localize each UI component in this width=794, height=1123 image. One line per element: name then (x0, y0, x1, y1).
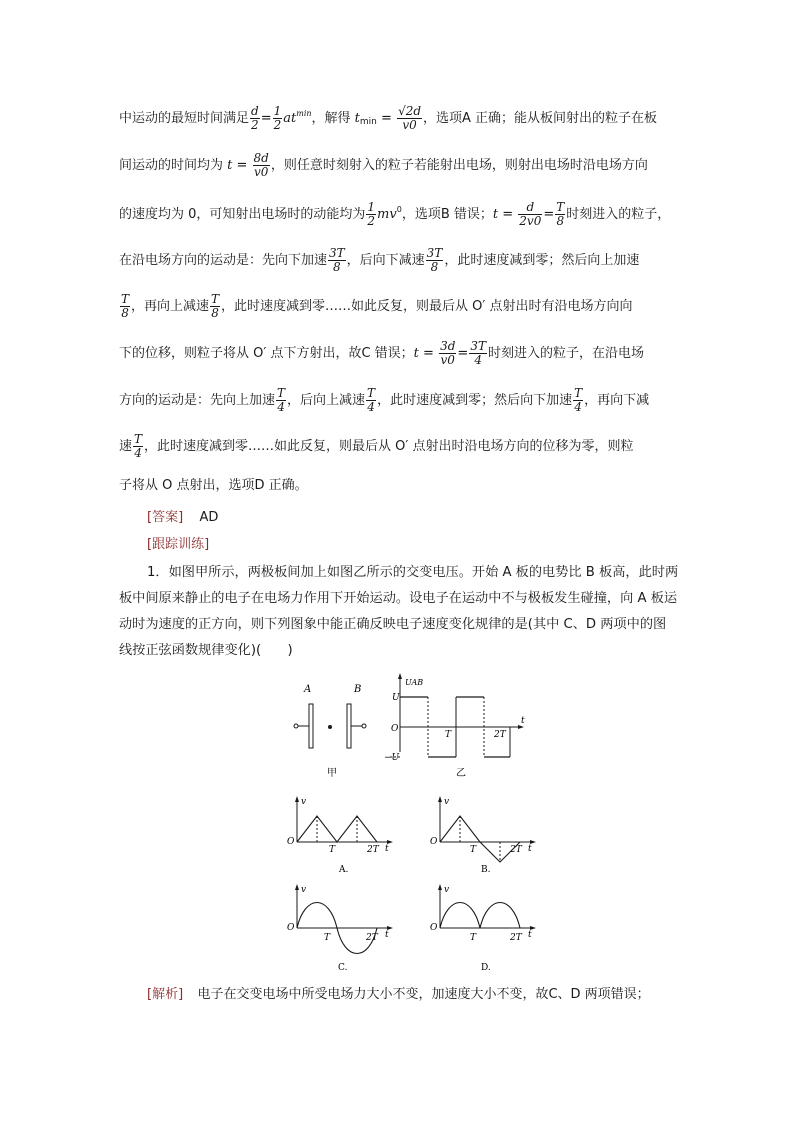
terminal-a (294, 724, 298, 728)
text-run: = (232, 158, 252, 173)
origin-label: O (430, 923, 438, 933)
arrow-up-icon (295, 796, 299, 802)
math-sup: min (296, 109, 312, 118)
solution-line-9 (119, 476, 308, 496)
plate-a-label: A (304, 684, 312, 695)
option-letter: A. (339, 865, 349, 875)
tick-T: T (324, 933, 331, 943)
fraction-3d-over-v0: $\frac{3d}{v0}$ (440, 339, 456, 367)
answer-tag: [答案] (147, 510, 184, 525)
text-run: 子将从 O 点射出，选项D 正确。 (119, 478, 308, 493)
text-run: = (498, 207, 518, 222)
fraction-T-over-4: $\frac{T}{4}$ (367, 386, 376, 414)
text-run: ，解得 (311, 111, 355, 126)
fraction-T-over-4: $\frac{T}{4}$ (574, 386, 583, 414)
math-t: t (354, 111, 360, 126)
math-t: t (492, 207, 499, 222)
origin-label: O (287, 837, 295, 847)
math-at: at (283, 111, 297, 126)
analysis-text: 电子在交变电场中所受电场力大小不变，加速度大小不变，故C、D 两项错误； (197, 987, 650, 1002)
origin-label: O (430, 837, 438, 847)
option-graph-d (426, 882, 542, 974)
text-run: 中运动的最短时间满足 (119, 111, 250, 126)
option-letter: D. (481, 963, 491, 973)
text-run: ，则任意时刻射入的粒子若能射出电场，则射出电场时沿电场方向 (270, 158, 648, 173)
fraction-3T-over-8: $\frac{3T}{8}$ (426, 246, 443, 274)
practice-tag: [跟踪训练] (147, 537, 210, 552)
fraction-3T-over-8: $\frac{3T}{8}$ (329, 246, 345, 274)
v-label: v (444, 797, 450, 807)
text-run: 的速度均为 0，可知射出电场时的动能均为 (119, 207, 366, 222)
fraction-8d-over-v0: $\frac{8d}{v0}$ (253, 151, 269, 179)
t-label: t (528, 844, 532, 854)
tick-2T: 2T (510, 845, 522, 855)
question-text (119, 560, 679, 664)
solution-line-1 (119, 104, 657, 132)
fraction-3T-over-4: $\frac{3T}{4}$ (470, 339, 486, 367)
tick-2T: 2T (367, 845, 379, 855)
plate-b (347, 704, 351, 748)
answer-line (147, 508, 218, 528)
fraction-d-over-2v0: $\frac{d}{2v0}$ (519, 200, 542, 228)
text-run: 在沿电场方向的运动是：先向下加速 (119, 253, 328, 268)
text-run: ，此时速度减到零；然后向上加速 (444, 253, 640, 268)
text-run: ，再向上减速 (131, 299, 210, 314)
arrow-up-icon (295, 884, 299, 890)
option-a-curve (297, 816, 377, 842)
electron-dot (328, 725, 332, 729)
solution-line-7 (119, 387, 649, 414)
origin-label: O (391, 724, 399, 734)
plate-a (309, 704, 313, 748)
text-run: ，再向下减 (584, 393, 650, 408)
option-graph-a (283, 794, 399, 876)
v-label: v (301, 885, 307, 895)
text-run: = (543, 207, 555, 222)
solution-line-2 (119, 152, 648, 179)
tick-T: T (445, 730, 452, 740)
option-graph-c (283, 882, 399, 974)
arrow-up-icon (438, 884, 442, 890)
text-run: ，选项A 正确；能从板间射出的粒子在板 (423, 111, 658, 126)
text-run: ，后向下减速 (346, 253, 425, 268)
tick-T: T (329, 845, 336, 855)
u-pos-label: U (392, 693, 400, 703)
caption-yi: 乙 (456, 768, 466, 779)
v-label: v (301, 797, 307, 807)
uab-label: UAB (405, 678, 424, 687)
math-t: t (227, 158, 233, 173)
fraction-one-half: $\frac{1}{2}$ (273, 104, 282, 132)
plate-b-label: B (354, 684, 362, 695)
text-run: 间运动的时间均为 (119, 158, 228, 173)
terminal-b (362, 724, 366, 728)
t-label: t (385, 930, 389, 940)
option-letter: B. (481, 865, 491, 875)
t-axis-label: t (521, 716, 525, 726)
fraction-T-over-8: $\frac{T}{8}$ (211, 292, 220, 320)
figure-plates-and-voltage (280, 670, 530, 785)
t-label: t (528, 930, 532, 940)
tick-2T: 2T (494, 730, 506, 740)
fraction-T-over-8: $\frac{T}{8}$ (121, 292, 130, 320)
analysis-line (147, 985, 650, 1005)
math-sub: min (359, 117, 377, 127)
text-run: 时刻进入的粒子，在沿电场 (487, 346, 644, 361)
text-run: ，此时速度减到零……如此反复，则最后从 O′ 点射出时有沿电场方向向 (221, 299, 633, 314)
arrow-up-icon (398, 673, 402, 679)
fraction-T-over-4: $\frac{T}{4}$ (277, 386, 286, 414)
solution-line-4 (119, 247, 639, 274)
text-run: 时刻进入的粒子， (566, 207, 671, 222)
t-label: t (385, 844, 389, 854)
option-letter: C. (338, 963, 348, 973)
u-neg-label: −U (384, 753, 400, 763)
option-d-curve (440, 903, 520, 929)
tick-T: T (470, 845, 477, 855)
math-mv: mv (377, 207, 397, 222)
arrow-up-icon (438, 796, 442, 802)
solution-line-3 (119, 200, 670, 228)
solution-line-6 (119, 340, 644, 367)
solution-line-5 (119, 293, 633, 320)
text-run: = (376, 111, 397, 126)
text-run: = (260, 111, 272, 126)
math-t: t (413, 346, 419, 361)
text-run: ，此时速度减到零……如此反复，则最后从 O′ 点射出时沿电场方向的位移为零，则粒 (144, 439, 634, 454)
analysis-tag: [解析] (147, 987, 184, 1002)
text-run: ，后向上减速 (287, 393, 366, 408)
practice-line (147, 535, 209, 555)
fraction-one-half: $\frac{1}{2}$ (367, 200, 376, 228)
tick-2T: 2T (366, 933, 378, 943)
fraction-T-over-4: $\frac{T}{4}$ (134, 432, 143, 460)
text-run: ，此时速度减到零；然后向下加速 (377, 393, 573, 408)
answer-value: AD (199, 510, 219, 525)
math-sup: 0 (396, 205, 402, 214)
fraction-d-over-2: $\frac{d}{2}$ (251, 104, 259, 132)
text-run: 方向的运动是：先向上加速 (119, 393, 276, 408)
text-run: 速 (119, 439, 133, 454)
text-run: = (457, 346, 469, 361)
origin-label: O (287, 923, 295, 933)
caption-jia: 甲 (327, 768, 337, 779)
text-run: 下的位移，则粒子将从 O′ 点下方射出，故C 错误； (119, 346, 414, 361)
question-body: 1．如图甲所示，两极板间加上如图乙所示的交变电压。开始 A 板的电势比 B 板高，此时两板中间原来静止的电子在电场力作用下开始运动。设电子在运动中不与极板发生碰撞，向 A 板运动时为速度的正方向，则下列图象中能正确反映电子速度变化规律的是(其中 C、D 两项中的图线按正弦函数规律变化)( ) (119, 565, 679, 658)
text-run: ，选项B 错误； (401, 207, 493, 222)
fraction-T-over-8: $\frac{T}{8}$ (556, 200, 565, 228)
solution-line-8 (119, 433, 633, 460)
tick-T: T (470, 933, 477, 943)
fraction-tmin: $\frac{√2d}{v0}$ (398, 104, 422, 132)
option-graph-b (426, 794, 542, 876)
tick-2T: 2T (510, 933, 522, 943)
v-label: v (444, 885, 450, 895)
text-run: = (418, 346, 439, 361)
option-b-curve (440, 816, 520, 862)
